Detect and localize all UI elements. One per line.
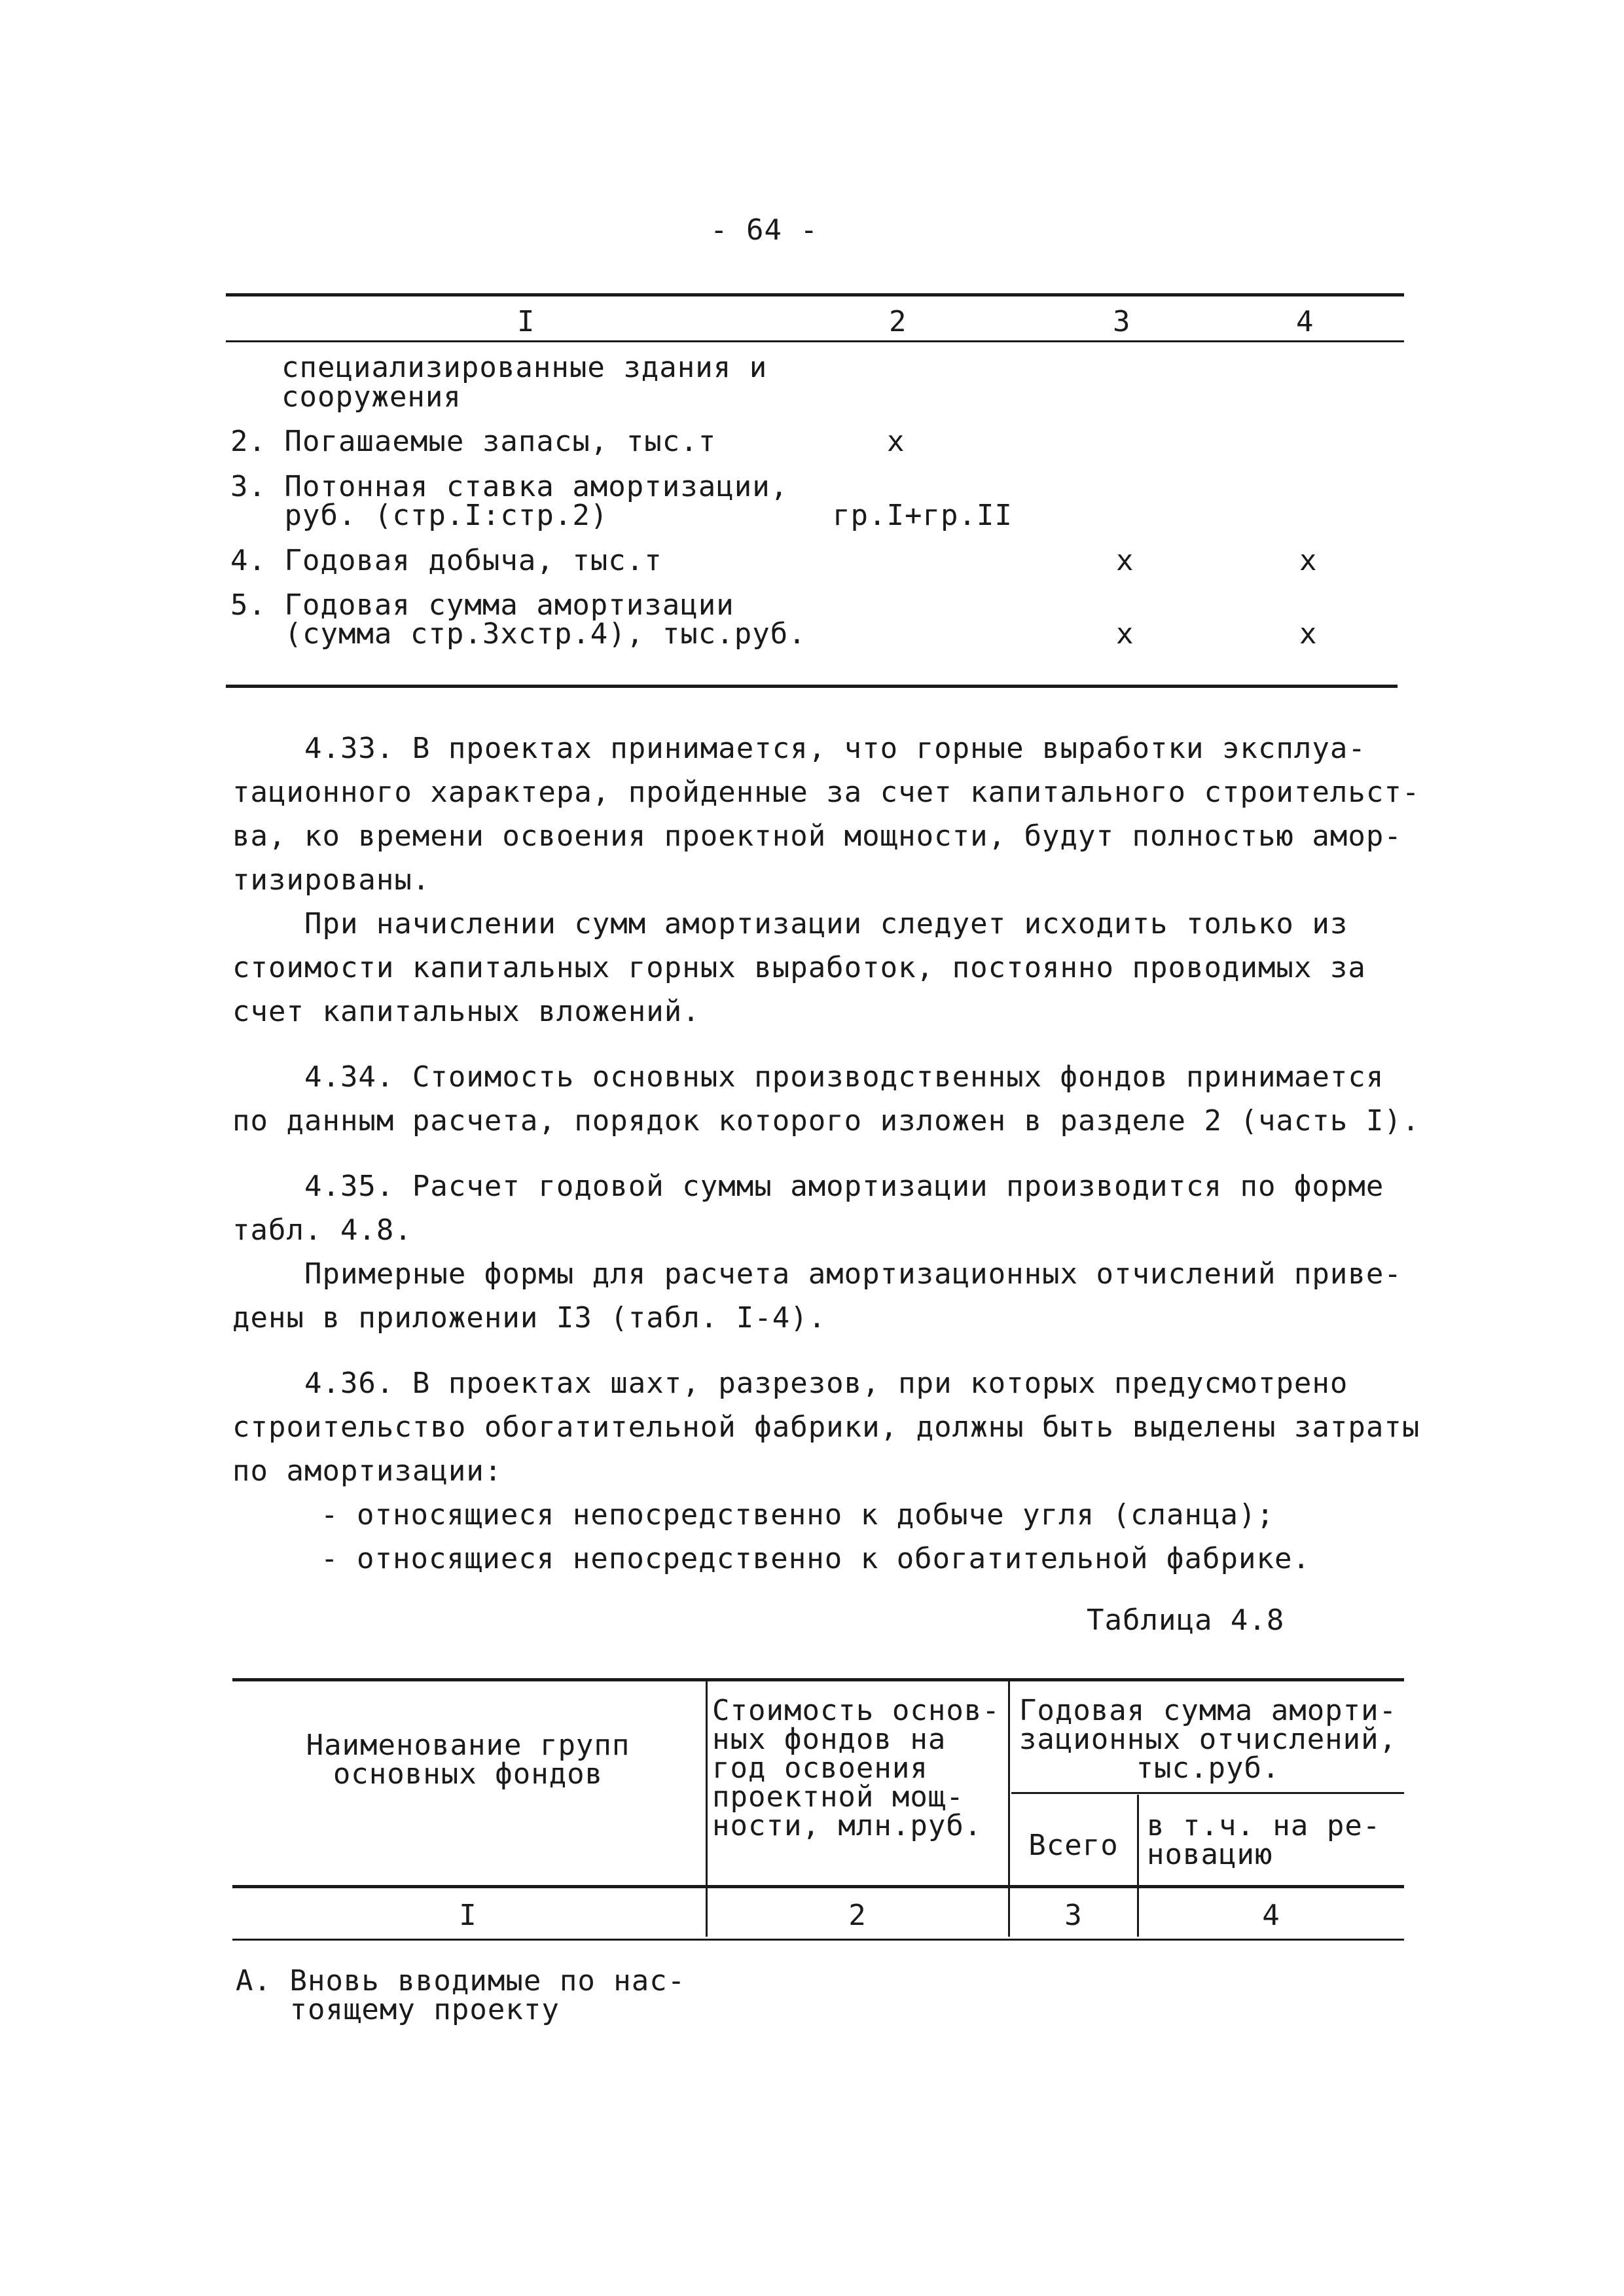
text-line: дены в приложении I3 (табл. I-4). — [232, 1301, 827, 1335]
text-line: При начислении сумм амортизации следует исходить только из — [232, 907, 1348, 941]
col1-header-line-2: основных фондов — [333, 1757, 604, 1791]
row-2-col2: х — [887, 425, 905, 458]
top-table-rule-header — [226, 340, 1404, 342]
col4-header-line-1: в т.ч. на ре- — [1147, 1809, 1381, 1842]
col2-header-line-1: Стоимость основ- — [712, 1694, 1000, 1727]
col34-header-line-3: тыс.руб. — [1136, 1751, 1280, 1785]
col2-header-line-4: проектной мощ- — [712, 1780, 964, 1814]
col-header-3: 3 — [1113, 305, 1131, 338]
table-rule-col34-split — [1011, 1792, 1404, 1794]
col-header-2: 2 — [889, 305, 907, 338]
text-line: тизированы. — [232, 863, 431, 897]
row-3-label-2: руб. (стр.I:стр.2) — [230, 499, 609, 532]
col-header-4: 4 — [1296, 305, 1314, 338]
bullet-item: - относящиеся непосредственно к добыче угля (сланца); — [321, 1498, 1274, 1532]
row-a-label-2: тоящему проекту — [236, 1993, 560, 2026]
text-line: 4.34. Стоимость основных производственных фондов принимается — [232, 1060, 1384, 1094]
text-line: строительство обогатительной фабрики, должны быть выделены затраты — [232, 1410, 1420, 1444]
col-header-1: I — [517, 305, 535, 338]
col34-header-line-1: Годовая сумма аморти- — [1019, 1694, 1398, 1727]
text-line: табл. 4.8. — [232, 1213, 412, 1247]
row-3-col2: гр.I+гр.II — [833, 499, 1013, 532]
table-rule-top — [232, 1678, 1404, 1681]
row-5-label-2: (сумма стр.3хстр.4), тыс.руб. — [230, 617, 806, 651]
row-3-label-1: 3. Потонная ставка амортизации, — [230, 470, 789, 503]
row-5-col4: х — [1299, 617, 1318, 651]
text-line: Примерные формы для расчета амортизационных отчислений приве- — [232, 1257, 1402, 1291]
table-vline-3 — [1137, 1795, 1139, 1937]
col3-header: Всего — [1028, 1829, 1119, 1862]
text-line: 4.36. В проектах шахт, разрезов, при которых предусмотрено — [232, 1367, 1348, 1400]
row-4-label: 4. Годовая добыча, тыс.т — [230, 544, 662, 577]
text-line: тационного характера, пройденные за счет капитального строительст- — [232, 776, 1420, 809]
text-line: по амортизации: — [232, 1454, 503, 1488]
bullet-item: - относящиеся непосредственно к обогатительной фабрике. — [321, 1542, 1310, 1575]
row-4-col3: х — [1116, 544, 1134, 577]
row-5-label-1: 5. Годовая сумма амортизации — [230, 588, 734, 622]
col2-header-line-3: год освоения — [712, 1751, 928, 1785]
row-2-label: 2. Погашаемые запасы, тыс.т — [230, 425, 717, 458]
table-vline-2 — [1008, 1681, 1010, 1937]
text-line: 4.35. Расчет годовой суммы амортизации производится по форме — [232, 1170, 1384, 1203]
text-line: счет капитальных вложений. — [232, 995, 700, 1028]
col2-header-line-5: ности, млн.руб. — [712, 1809, 983, 1842]
text-line: ва, ко времени освоения проектной мощности, будут полностью амор- — [232, 819, 1402, 853]
table-caption: Таблица 4.8 — [1087, 1604, 1285, 1637]
top-table-rule-bottom — [226, 685, 1398, 688]
text-line: стоимости капитальных горных выработок, постоянно проводимых за — [232, 951, 1366, 984]
row-a-label-1: А. Вновь вводимые по нас- — [236, 1964, 686, 1998]
row-4-col4: х — [1299, 544, 1318, 577]
col-number-1: I — [459, 1899, 477, 1932]
text-line: по данным расчета, порядок которого изложен в разделе 2 (часть I). — [232, 1104, 1420, 1138]
text-line: 4.33. В проектах принимается, что горные выработки эксплуа- — [232, 732, 1366, 765]
continuation-line-1: специализированные здания и — [281, 351, 768, 384]
col-number-2: 2 — [848, 1899, 867, 1932]
table-vline-1 — [706, 1681, 708, 1937]
table-rule-numbers-bottom — [232, 1939, 1404, 1941]
top-table-rule-top — [226, 293, 1404, 296]
col1-header-line-1: Наименование групп — [306, 1729, 630, 1762]
continuation-line-2: сооружения — [281, 380, 461, 414]
col4-header-line-2: новацию — [1147, 1838, 1273, 1871]
col2-header-line-2: ных фондов на — [712, 1723, 947, 1756]
col-number-3: 3 — [1064, 1899, 1083, 1932]
page-number: - 64 - — [710, 213, 818, 247]
table-rule-header-bottom — [232, 1885, 1404, 1888]
col-number-4: 4 — [1262, 1899, 1280, 1932]
row-5-col3: х — [1116, 617, 1134, 651]
col34-header-line-2: зационных отчислений, — [1019, 1723, 1398, 1756]
